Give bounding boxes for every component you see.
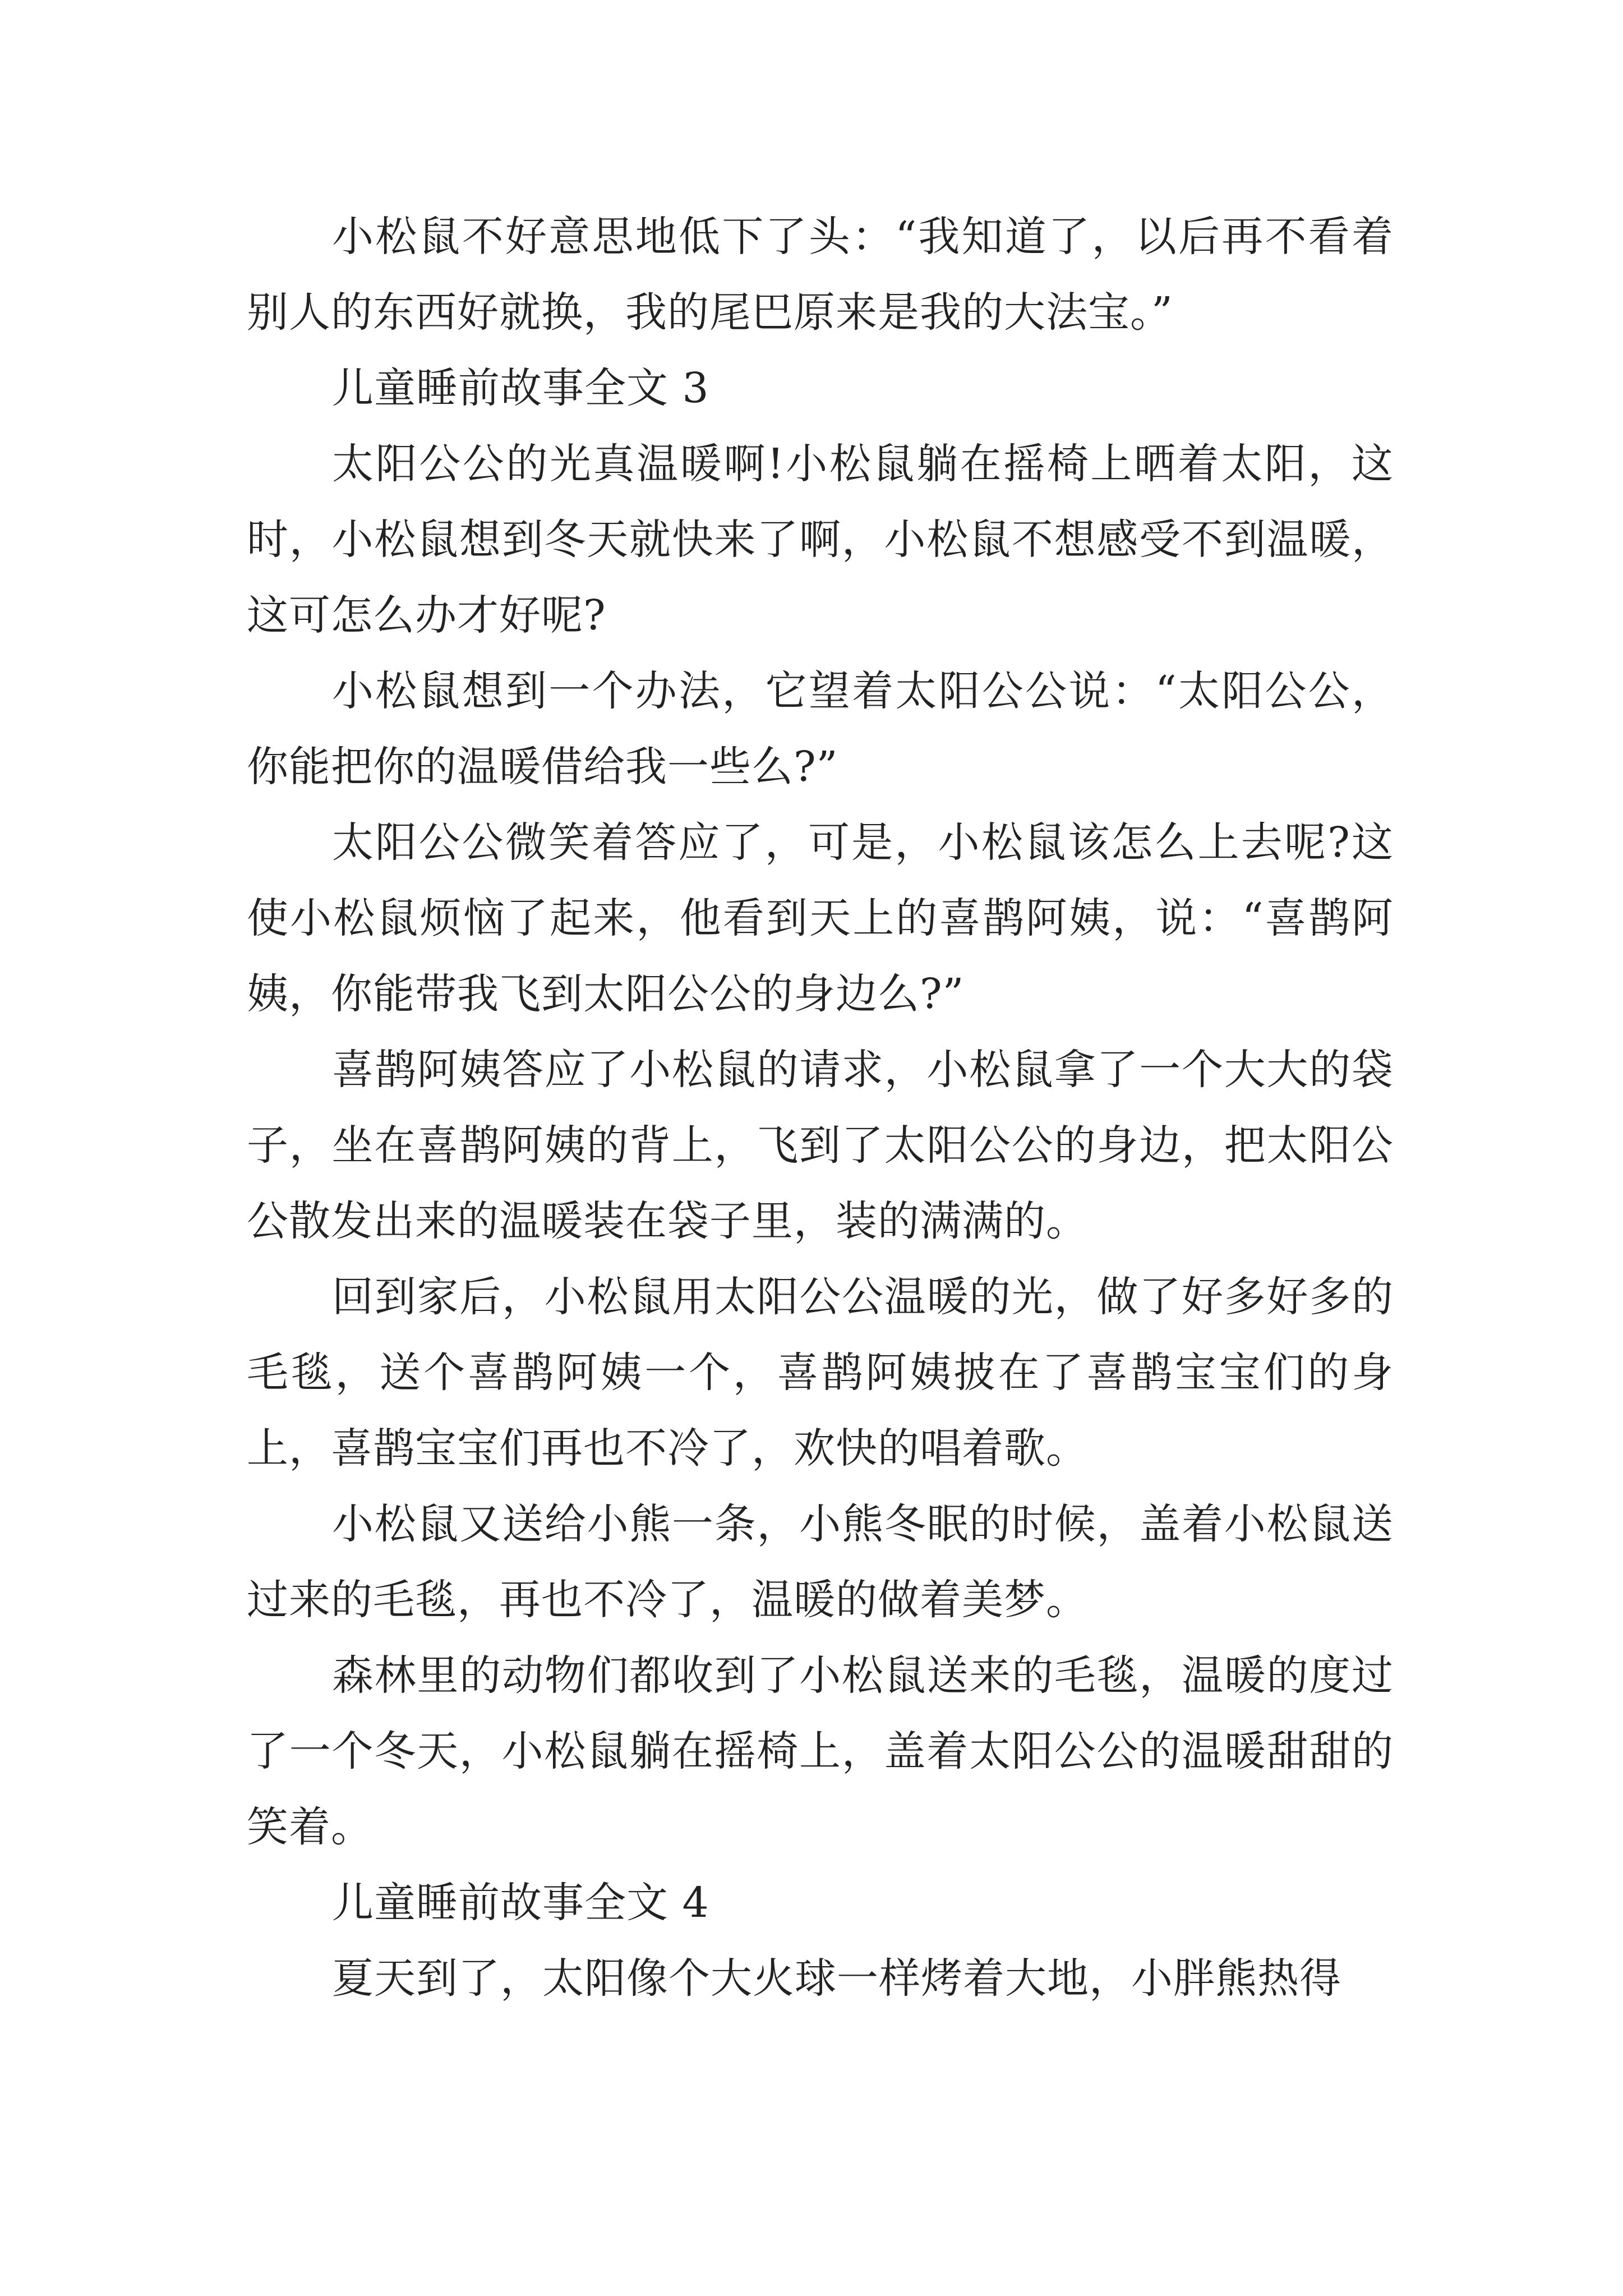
document-body — [247, 199, 1394, 2017]
paragraph: 森林里的动物们都收到了小松鼠送来的毛毯，温暖的度过了一个冬天，小松鼠躺在摇椅上，盖着太阳公公的温暖甜甜的笑着。 — [247, 1651, 1394, 1851]
paragraph: 太阳公公的光真温暖啊!小松鼠躺在摇椅上晒着太阳，这时，小松鼠想到冬天就快来了啊，小松鼠不想感受不到温暖，这可怎么办才好呢? — [247, 440, 1394, 639]
paragraph: 太阳公公微笑着答应了，可是，小松鼠该怎么上去呢?这使小松鼠烦恼了起来，他看到天上的喜鹊阿姨，说：“喜鹊阿姨，你能带我飞到太阳公公的身边么?” — [247, 818, 1394, 1018]
section-heading: 儿童睡前故事全文 3 — [332, 364, 709, 412]
paragraph: 喜鹊阿姨答应了小松鼠的请求，小松鼠拿了一个大大的袋子，坐在喜鹊阿姨的背上，飞到了太阳公公的身边，把太阳公公散发出来的温暖装在袋子里，装的满满的。 — [247, 1046, 1394, 1245]
paragraph: 小松鼠又送给小熊一条，小熊冬眠的时候，盖着小松鼠送过来的毛毯，再也不冷了，温暖的做着美梦。 — [247, 1500, 1394, 1624]
paragraph: 回到家后，小松鼠用太阳公公温暖的光，做了好多好多的毛毯，送个喜鹊阿姨一个，喜鹊阿姨披在了喜鹊宝宝们的身上，喜鹊宝宝们再也不冷了，欢快的唱着歌。 — [247, 1273, 1394, 1473]
paragraph: 夏天到了，太阳像个大火球一样烤着大地，小胖熊热得 — [332, 1954, 1341, 2003]
section-heading: 儿童睡前故事全文 4 — [332, 1879, 709, 1927]
paragraph: 小松鼠想到一个办法，它望着太阳公公说：“太阳公公，你能把你的温暖借给我一些么?” — [247, 667, 1394, 791]
paragraph: 小松鼠不好意思地低下了头：“我知道了，以后再不看着别人的东西好就换，我的尾巴原来是我的大法宝。” — [247, 213, 1394, 337]
